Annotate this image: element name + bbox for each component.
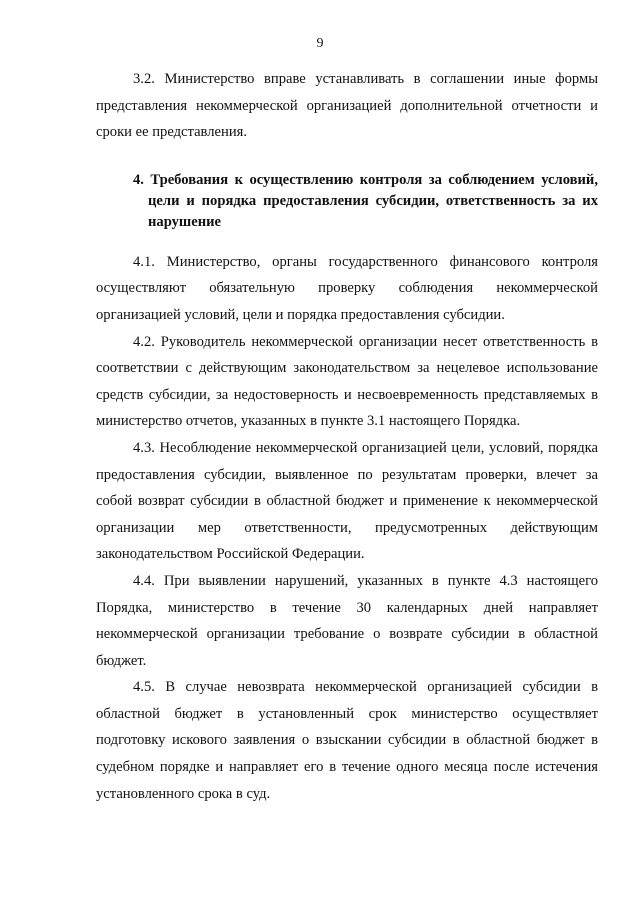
page-number: 9	[316, 36, 324, 51]
paragraph-3-2: 3.2. Министерство вправе устанавливать в соглашении иные формы представления некоммерческой организацией дополнительной отчетности и сроки ее представления.	[96, 71, 598, 141]
section-4-heading: 4. Требования к осуществлению контроля за соблюдением условий, цели и порядка предоставления субсидии, ответственность за их нарушение	[133, 171, 598, 230]
paragraph-4-3: 4.3. Несоблюдение некоммерческой организацией цели, условий, порядка предоставления субсидии, выявленное по результатам проверки, влечет за собой возврат субсидии в областной бюджет и применение к некоммерческой организации мер ответственности, предусмотренных действующим законодательством Российской Федерации.	[96, 439, 598, 563]
paragraph-4-5: 4.5. В случае невозврата некоммерческой организацией субсидии в областной бюджет в установленный срок министерство осуществляет подготовку искового заявления о взыскании субсидии в областной бюджет в судебном порядке и направляет его в течение одного месяца после истечения установленного срока в суд.	[96, 679, 598, 802]
document-body	[96, 66, 598, 807]
paragraph-4-1: 4.1. Министерство, органы государственного финансового контроля осуществляют обязательную проверку соблюдения некоммерческой организацией условий, цели и порядка предоставления субсидии.	[96, 253, 598, 323]
paragraph-4-4: 4.4. При выявлении нарушений, указанных в пункте 4.3 настоящего Порядка, министерство в течение 30 календарных дней направляет некоммерческой организации требование о возврате субсидии в областной бюджет.	[96, 572, 598, 669]
paragraph-4-2: 4.2. Руководитель некоммерческой организации несет ответственность в соответствии с действующим законодательством за нецелевое использование средств субсидии, за недостоверность и несвоевременность представляемых в министерство отчетов, указанных в пункте 3.1 настоящего Порядка.	[96, 333, 598, 430]
